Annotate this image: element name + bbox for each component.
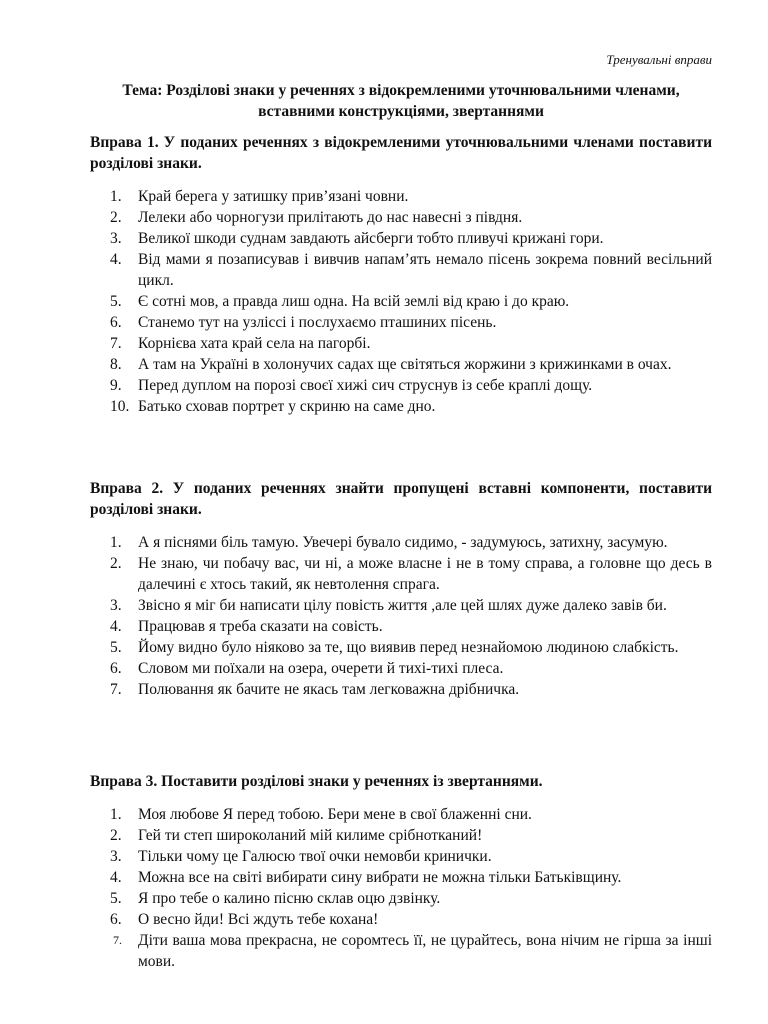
list-item: 6. О весно йди! Всі ждуть тебе кохана! <box>110 911 379 928</box>
list-item: 2. Лелеки або чорногузи прилітають до нас навесні з півдня. <box>110 209 523 226</box>
topic-title: Тема: Розділові знаки у реченнях з відокремленими уточнювальними членами, вставними конструкціями, звертаннями <box>122 82 680 120</box>
list-item: 5. Я про тебе о калино пісню склав оцю дзвінку. <box>110 890 441 907</box>
list-item: 8. А там на Україні в холонучих садах ще світяться жоржини з крижинками в очах. <box>110 356 672 373</box>
list-item: 4. Працював я треба сказати на совість. <box>110 618 383 635</box>
list-item: 2. Гей ти степ широколаний мій килиме срібнотканий! <box>110 827 483 844</box>
list-item: 4. Можна все на світі вибирати сину вибрати не можна тільки Батьківщину. <box>110 869 622 886</box>
list-item: 1. Моя любове Я перед тобою. Бери мене в свої блаженні сни. <box>110 806 532 823</box>
exercise-1 <box>90 132 712 417</box>
list-item: 6. Словом ми поїхали на озера, очерети й тихі-тихі плеса. <box>110 660 504 677</box>
exercise-3 <box>90 771 712 972</box>
list-item: 3. Тільки чому це Галюсю твої очки немовби кринички. <box>110 848 492 865</box>
list-item: 10. Батько сховав портрет у скриню на саме дно. <box>110 398 436 415</box>
list-item: 6. Станемо тут на узліссі і послухаємо пташиних пісень. <box>110 314 497 331</box>
list-item: 7. Корнієва хата край села на пагорбі. <box>110 335 371 352</box>
list-item: 9. Перед дуплом на порозі своєї хижі сич струснув із себе краплі дощу. <box>110 377 593 394</box>
list-item: 1. А я піснями біль тамую. Увечері бувало сидимо, - задумуюсь, затихну, засумую. <box>110 534 668 551</box>
exercise-2 <box>90 478 712 700</box>
list-item: 7. Полювання як бачите не якась там легковажна дрібничка. <box>110 681 520 698</box>
list-item: 7. Діти ваша мова прекрасна, не соромтесь її, не цурайтесь, вона нічим не гірша за інші мови. <box>113 932 712 970</box>
exercise-1-title: Вправа 1. У поданих реченнях з відокремленими уточнювальними членами поставити розділові знаки. <box>90 134 712 172</box>
list-item: 1. Край берега у затишку прив’язані човни. <box>110 188 409 205</box>
exercise-2-list <box>90 532 712 700</box>
exercise-1-list <box>90 186 712 417</box>
list-item: 5. Є сотні мов, а правда лиш одна. На всій землі від краю і до краю. <box>110 293 570 310</box>
list-item: 3. Звісно я міг би написати цілу повість життя ,але цей шлях дуже далеко завів би. <box>110 597 667 614</box>
header-note: Тренувальні вправи <box>606 52 712 67</box>
list-item: 4. Від мами я позаписував і вивчив напам’ять немало пісень зокрема повний весільний цикл. <box>110 251 712 289</box>
list-item: 2. Не знаю, чи побачу вас, чи ні, а може власне і не в тому справа, а головне що десь в далечині є хтось такий, як невтолення спрага. <box>110 555 712 593</box>
exercise-2-title: Вправа 2. У поданих реченнях знайти пропущені вставні компоненти, поставити розділові знаки. <box>90 480 712 518</box>
exercise-3-title: Вправа 3. Поставити розділові знаки у реченнях із звертаннями. <box>90 773 543 790</box>
list-item: 3. Великої шкоди суднам завдають айсберги тобто пливучі крижані гори. <box>110 230 604 247</box>
list-item: 5. Йому видно було ніяково за те, що виявив перед незнайомою людиною слабкість. <box>110 639 679 656</box>
exercise-3-list <box>90 804 712 972</box>
